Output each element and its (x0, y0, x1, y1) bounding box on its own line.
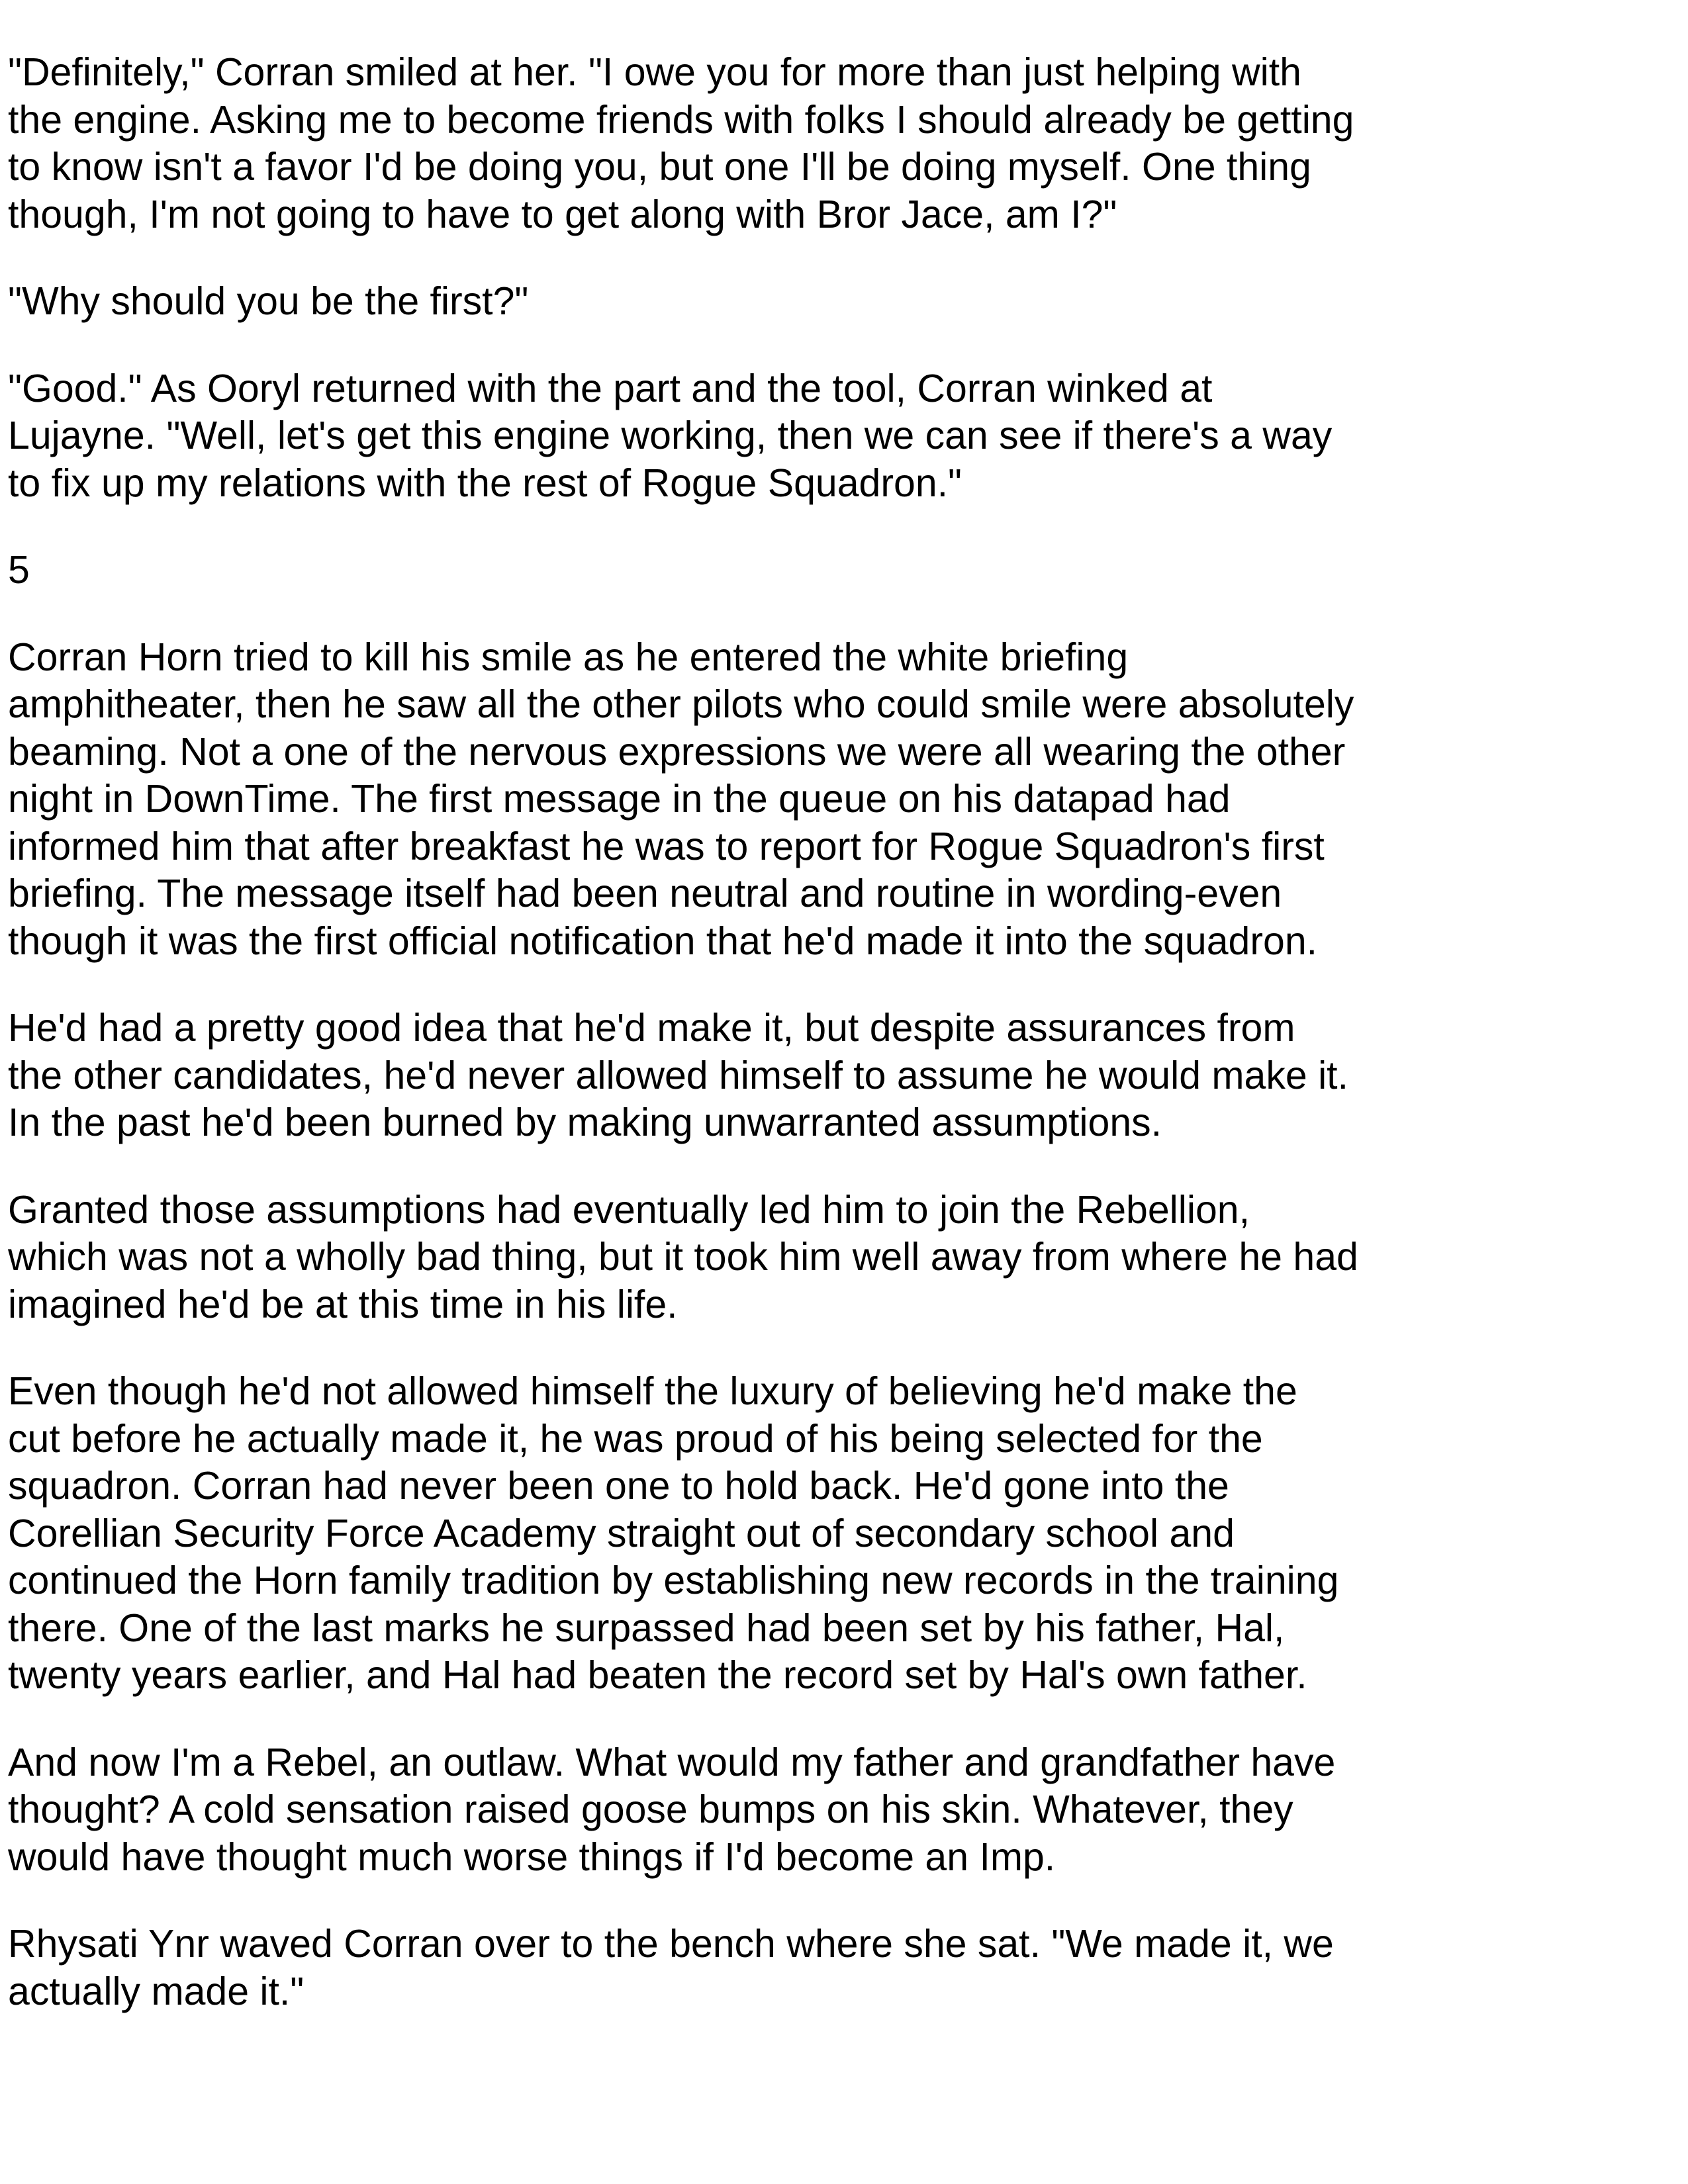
document-page (8, 49, 1358, 2055)
paragraph-rhysati: Rhysati Ynr waved Corran over to the bench where she sat. "We made it, we actually made it." (8, 1922, 1334, 2013)
paragraph-assumptions: He'd had a pretty good idea that he'd make it, but despite assurances from the other candidates, he'd never allowed himself to assume he would make it. In the past he'd been burned by making unwarranted assumptions. (8, 1006, 1348, 1144)
paragraph-good: "Good." As Ooryl returned with the part and the tool, Corran winked at Lujayne. "Well, let's get this engine working, then we can see if there's a way to fix up my relations with the rest of Rogue Squadron." (8, 366, 1333, 505)
chapter-number: 5 (8, 548, 30, 592)
paragraph-briefing: Corran Horn tried to kill his smile as he entered the white briefing amphitheater, then he saw all the other pilots who could smile were absolutely beaming. Not a one of the nervous expressions we were all wearing the other night in DownTime. The first message in the queue on his datapad had informed him that after breakfast he was to report for Rogue Squadron's first briefing. The message itself had been neutral and routine in wording-even though it was the first official notification that he'd made it into the squadron. (8, 635, 1354, 963)
paragraph-why-first: "Why should you be the first?" (8, 279, 529, 323)
paragraph-academy: Even though he'd not allowed himself the luxury of believing he'd make the cut before he actually made it, he was proud of his being selected for the squadron. Corran had never been one to hold back. He'd gone into the Corellian Security Force Academy straight out of secondary school and continued the Horn family tradition by establishing new records in the training there. One of the last marks he surpassed had been set by his father, Hal, twenty years earlier, and Hal had beaten the record set by Hal's own father. (8, 1369, 1339, 1697)
paragraph-outlaw: And now I'm a Rebel, an outlaw. What would my father and grandfather have thought? A cold sensation raised goose bumps on his skin. Whatever, they would have thought much worse things if I'd become an Imp. (8, 1740, 1336, 1879)
paragraph-definitely: "Definitely," Corran smiled at her. "I owe you for more than just helping with the engine. Asking me to become friends with folks I should already be getting to know isn't a favor I'd be doing you, but one I'll be doing myself. One thing though, I'm not going to have to get along with Bror Jace, am I?" (8, 50, 1354, 236)
paragraph-rebellion: Granted those assumptions had eventually led him to join the Rebellion, which was not a wholly bad thing, but it took him well away from where he had imagined he'd be at this time in his life. (8, 1187, 1358, 1326)
